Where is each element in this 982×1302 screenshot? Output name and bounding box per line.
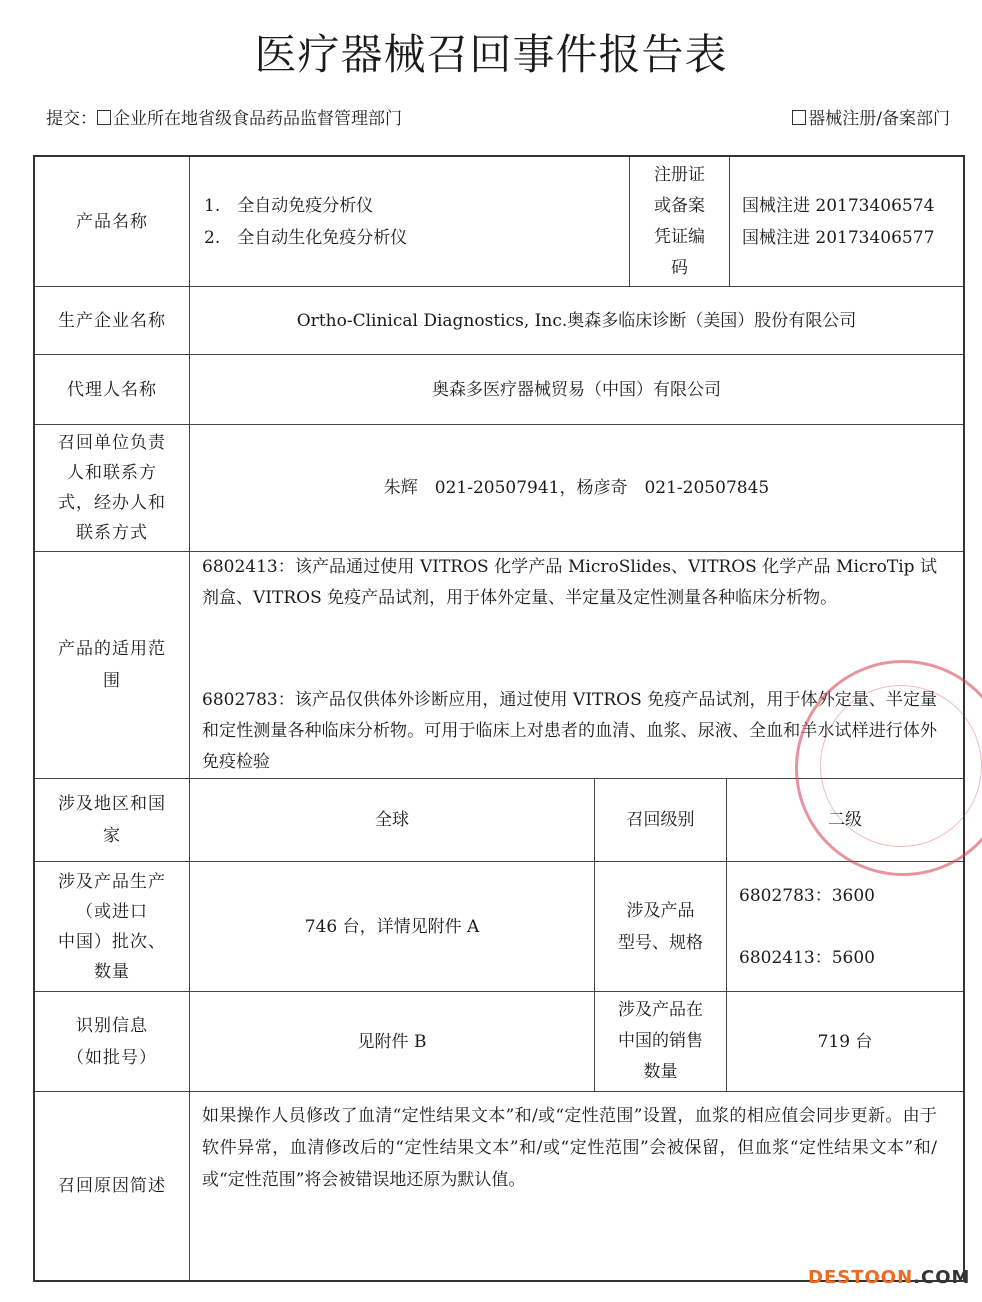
recall-reason-value bbox=[190, 1092, 963, 1280]
label-contact bbox=[35, 425, 190, 552]
label-line: 联系方式 bbox=[76, 523, 148, 543]
page-title: 医疗器械召回事件报告表 bbox=[254, 30, 728, 79]
label-line: 码 bbox=[671, 257, 688, 278]
label-line: 式，经办人和 bbox=[58, 493, 166, 513]
contact-value bbox=[190, 425, 963, 552]
label-line: 围 bbox=[103, 671, 121, 691]
label-line: 召回单位负责 bbox=[58, 433, 166, 453]
label-scope bbox=[35, 552, 190, 779]
label-line: 或备案 bbox=[654, 195, 705, 216]
label-line: 识别信息 bbox=[76, 1015, 148, 1036]
value-text: 见附件 B bbox=[357, 1031, 427, 1052]
checkbox-registration-dept[interactable] bbox=[792, 110, 806, 125]
label-line: （或进口 bbox=[76, 901, 148, 922]
label-line: 凭证编 bbox=[654, 226, 705, 247]
reason-text: 如果操作人员修改了血清“定性结果文本”和/或“定性范围”设置，血浆的相应值会同步更新。由于软件异常，血清修改后的“定性结果文本”和/或“定性范围”会被保留，但血浆“定性结果文本”和/或“定性范围”将会被错误地还原为默认值。 bbox=[202, 1106, 937, 1190]
value-text: Ortho-Clinical Diagnostics, Inc.奥森多临床诊断（美国）股份有限公司 bbox=[296, 310, 857, 331]
watermark-part-1: DESTOON bbox=[808, 1267, 914, 1288]
agent-value bbox=[190, 355, 963, 425]
label-recall-level bbox=[595, 779, 727, 862]
value-text: 奥森多医疗器械贸易（中国）有限公司 bbox=[432, 379, 721, 400]
submit-prefix: 提交： bbox=[46, 109, 97, 129]
region-value bbox=[190, 779, 595, 862]
label-line: 涉及产品在 bbox=[618, 1000, 703, 1020]
value-text: 全球 bbox=[375, 810, 409, 830]
label-batches bbox=[35, 862, 190, 992]
label-text: 召回级别 bbox=[626, 810, 695, 830]
product-name-list bbox=[190, 157, 630, 287]
label-model-spec bbox=[595, 862, 727, 992]
label-recall-reason bbox=[35, 1092, 190, 1280]
label-text: 生产企业名称 bbox=[58, 310, 166, 331]
label-line: 数量 bbox=[94, 961, 130, 982]
reg-code-2: 国械注进 20173406577 bbox=[742, 227, 935, 248]
recall-level-value bbox=[727, 779, 963, 862]
site-watermark bbox=[808, 1267, 970, 1288]
label-line: 涉及产品生产 bbox=[58, 871, 166, 892]
registration-codes bbox=[730, 157, 963, 287]
scope-paragraph-2: 6802783：该产品仅供体外诊断应用，通过使用 VITROS 免疫产品试剂，用于体外定量、半定量和定性测量各种临床分析物。可用于临床上对患者的血清、血浆、尿液、全血和羊水试样进行体外免疫检验 bbox=[202, 690, 937, 772]
label-region bbox=[35, 779, 190, 862]
value-text: 朱辉 021-20507941，杨彦奇 021-20507845 bbox=[383, 478, 770, 498]
model-spec-values bbox=[727, 862, 963, 992]
batches-value bbox=[190, 862, 595, 992]
label-line: 注册证 bbox=[654, 164, 705, 185]
product-item-1: 1. 全自动免疫分析仪 bbox=[204, 195, 374, 216]
label-line: 中国的销售 bbox=[618, 1031, 703, 1051]
label-china-sales bbox=[595, 992, 727, 1092]
value-text: 746 台，详情见附件 A bbox=[304, 916, 480, 937]
label-line: 人和联系方 bbox=[67, 463, 157, 483]
spec-value-2: 6802413：5600 bbox=[739, 947, 875, 968]
label-line: 涉及地区和国 bbox=[58, 794, 166, 814]
label-text: 产品名称 bbox=[76, 211, 148, 232]
label-product-name bbox=[35, 157, 190, 287]
submit-line-right bbox=[792, 104, 950, 129]
value-text: 719 台 bbox=[817, 1031, 873, 1052]
scope-paragraph-1: 6802413：该产品通过使用 VITROS 化学产品 MicroSlides、VITROS 化学产品 MicroTip 试剂盒、VITROS 免疫产品试剂，用于体外定量、半定量及定性测量各种临床分析物。 bbox=[202, 557, 937, 608]
label-line: 家 bbox=[103, 826, 121, 846]
reg-code-1: 国械注进 20173406574 bbox=[742, 195, 935, 216]
label-text: 召回原因简述 bbox=[58, 1176, 166, 1196]
label-identification bbox=[35, 992, 190, 1092]
watermark-part-2: .COM bbox=[913, 1267, 971, 1288]
checkbox-provincial[interactable] bbox=[97, 110, 111, 125]
label-line: 产品的适用范 bbox=[58, 639, 166, 659]
value-text: 二级 bbox=[828, 810, 862, 830]
label-line: 中国）批次、 bbox=[58, 931, 166, 952]
submit-option-provincial: 企业所在地省级食品药品监督管理部门 bbox=[113, 109, 402, 129]
label-line: 涉及产品 bbox=[626, 900, 695, 921]
identification-value bbox=[190, 992, 595, 1092]
submit-line-left bbox=[46, 104, 402, 129]
label-line: 数量 bbox=[643, 1062, 678, 1082]
label-registration-code bbox=[630, 157, 730, 287]
label-manufacturer bbox=[35, 287, 190, 355]
label-line: 型号、规格 bbox=[618, 932, 703, 953]
china-sales-value bbox=[727, 992, 963, 1092]
spec-value-1: 6802783：3600 bbox=[739, 885, 875, 906]
label-agent bbox=[35, 355, 190, 425]
label-text: 代理人名称 bbox=[67, 379, 157, 400]
report-table bbox=[33, 155, 965, 1282]
scope-value bbox=[190, 552, 963, 779]
submit-option-registration: 器械注册/备案部门 bbox=[808, 109, 950, 129]
label-line: （如批号） bbox=[67, 1047, 157, 1068]
product-item-2: 2. 全自动生化免疫分析仪 bbox=[204, 227, 408, 248]
manufacturer-value bbox=[190, 287, 963, 355]
